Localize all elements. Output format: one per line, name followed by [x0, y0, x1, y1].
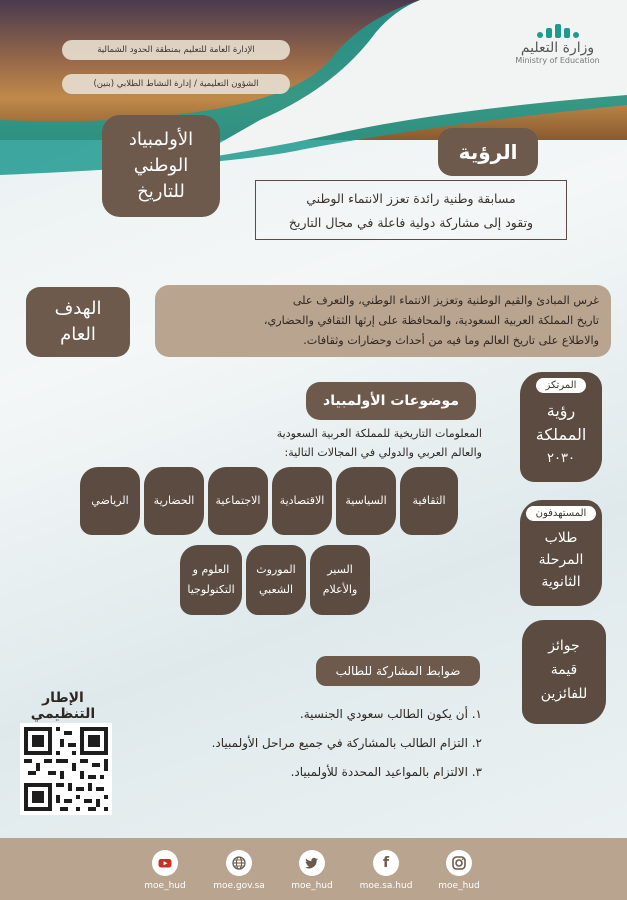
- topic-science-line-1: العلوم و: [192, 563, 230, 576]
- topic-political-label: السياسية: [345, 494, 387, 507]
- topic-cultural: [400, 467, 458, 535]
- topic-science: [180, 545, 242, 615]
- ministry-name-ar: وزارة التعليم: [520, 40, 595, 56]
- rules-heading: [316, 656, 480, 686]
- footer-facebook-label: moe.sa.hud: [359, 881, 413, 891]
- pillar-tag: المرتكز: [536, 378, 587, 393]
- facebook-icon: f: [373, 850, 399, 876]
- pillar-line-1: رؤية: [546, 401, 576, 420]
- title-line-3: للتاريخ: [137, 181, 185, 202]
- prize-line-1: جوائز: [548, 638, 580, 654]
- target-line-3: الثانوية: [541, 574, 581, 590]
- qr-code[interactable]: [20, 723, 112, 815]
- topic-cultural-label: الثقافية: [412, 494, 446, 507]
- topic-economic: [272, 467, 332, 535]
- topics-intro-line-1: المعلومات التاريخية للمملكة العربية السعودية: [276, 427, 482, 440]
- footer-youtube[interactable]: [130, 850, 200, 891]
- rule-item: ٢. التزام الطالب بالمشاركة في جميع مراحل الأولمبياد.: [211, 736, 482, 750]
- target-line-1: طلاب: [544, 530, 578, 546]
- topics-heading-text: موضوعات الأولمبياد: [323, 393, 459, 409]
- department-text: الشؤون التعليمية / إدارة النشاط الطلابي (بنين): [93, 79, 259, 89]
- target-card: [520, 500, 602, 606]
- department-pill: [62, 74, 290, 94]
- topic-heritage: [246, 545, 306, 615]
- logo-dots-icon: [500, 14, 615, 38]
- topic-science-line-2: التكنولوجيا: [187, 583, 235, 596]
- vision-heading-text: الرؤية: [458, 140, 518, 164]
- title-line-1: الأولمبياد: [128, 129, 194, 150]
- topic-civilizational: [144, 467, 204, 535]
- footer-facebook[interactable]: [351, 850, 421, 891]
- topic-biographies-line-1: السير: [327, 563, 353, 576]
- prize-line-3: للفائزين: [540, 686, 588, 702]
- goal-line-3: والاطلاع على تاريخ العالم وما فيه من أحداث وحضارات وثقافات.: [303, 334, 599, 347]
- target-tag: المستهدفون: [526, 506, 597, 521]
- topic-social-label: الاجتماعية: [215, 494, 261, 507]
- topic-biographies: [310, 545, 370, 615]
- rules-list: [136, 700, 482, 787]
- goal-line-2: تاريخ المملكة العربية السعودية، والمحافظة على إرثها الثقافي والحضاري،: [263, 314, 599, 327]
- topic-sports: [80, 467, 140, 535]
- footer-website[interactable]: [204, 850, 274, 891]
- goal-heading: [26, 287, 130, 357]
- rule-item: ١. أن يكون الطالب سعودي الجنسية.: [299, 707, 482, 721]
- pillar-card: [520, 372, 602, 482]
- rule-item: ٣. الالتزام بالمواعيد المحددة للأولمبياد.: [290, 765, 482, 779]
- topics-heading: [306, 382, 476, 420]
- topic-economic-label: الاقتصادية: [279, 494, 325, 507]
- directorate-pill: [62, 40, 290, 60]
- topic-civilizational-label: الحضارية: [153, 494, 195, 507]
- topics-intro: [232, 424, 482, 462]
- footer-twitter-label: moe_hud: [291, 881, 333, 891]
- topic-sports-label: الرياضي: [91, 494, 129, 507]
- topic-social: [208, 467, 268, 535]
- rules-heading-text: ضوابط المشاركة للطالب: [335, 664, 461, 678]
- globe-icon: [226, 850, 252, 876]
- topics-intro-line-2: والعالم العربي والدولي في المجالات التالية:: [284, 446, 482, 459]
- prize-line-2: قيمة: [550, 662, 578, 678]
- topic-heritage-line-1: الموروث: [256, 563, 296, 576]
- footer-twitter[interactable]: [277, 850, 347, 891]
- title-line-2: الوطني: [133, 155, 189, 176]
- pillar-line-3: ٢٠٣٠: [547, 451, 575, 466]
- vision-heading: [438, 128, 538, 176]
- qr-label: الإطار التنظيمي: [30, 690, 96, 722]
- footer-instagram[interactable]: [424, 850, 494, 891]
- vision-line-2: وتقود إلى مشاركة دولية فاعلة في مجال التاريخ: [288, 215, 534, 230]
- vision-box: [255, 180, 567, 240]
- topic-political: [336, 467, 396, 535]
- footer-website-label: moe.gov.sa: [213, 881, 265, 891]
- youtube-icon: [152, 850, 178, 876]
- ministry-logo: [500, 14, 615, 65]
- footer-instagram-label: moe_hud: [438, 881, 480, 891]
- goal-heading-line-2: العام: [60, 324, 96, 345]
- footer-youtube-label: moe_hud: [144, 881, 186, 891]
- olympiad-title: [102, 115, 220, 217]
- vision-line-1: مسابقة وطنية رائدة تعزز الانتماء الوطني: [306, 191, 516, 206]
- instagram-icon: [446, 850, 472, 876]
- topic-biographies-line-2: والأعلام: [322, 583, 358, 596]
- ministry-name-en: Ministry of Education: [515, 56, 600, 65]
- target-line-2: المرحلة: [538, 552, 584, 568]
- goal-heading-line-1: الهدف: [54, 298, 102, 319]
- prize-card: [522, 620, 606, 724]
- goal-box: [155, 285, 611, 357]
- goal-line-1: غرس المبادئ والقيم الوطنية وتعزيز الانتماء الوطني، والتعرف على: [292, 294, 599, 307]
- twitter-icon: [299, 850, 325, 876]
- directorate-text: الإدارة العامة للتعليم بمنطقة الحدود الشمالية: [97, 45, 255, 55]
- pillar-line-2: المملكة: [535, 425, 587, 444]
- topic-heritage-line-2: الشعبي: [259, 583, 294, 596]
